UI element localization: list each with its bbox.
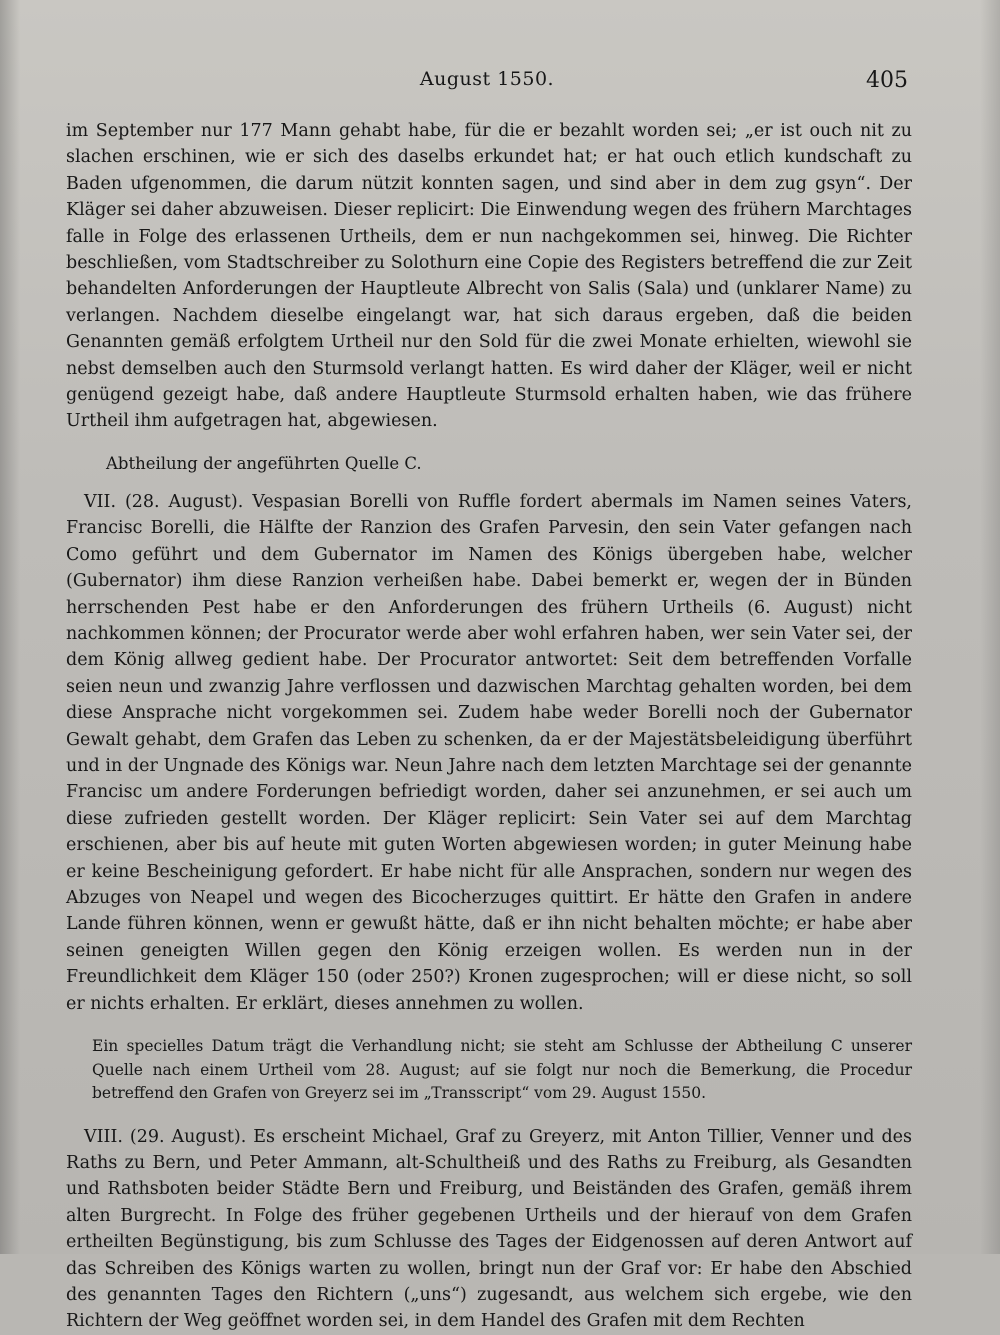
running-title: August 1550. bbox=[419, 68, 555, 90]
body-text bbox=[66, 118, 912, 1335]
page-number: 405 bbox=[866, 68, 908, 93]
paragraph-viii: VIII. (29. August). Es erscheint Michael, Graf zu Greyerz, mit Anton Tillier, Venner und des Raths zu Bern, und Peter Ammann, alt-Schultheiß und des Raths zu Freiburg, als Gesandten und Rathsboten beider Städte Bern und Freiburg, und Beiständen des Grafen, gemäß ihrem alten Burgrecht. In Folge des früher gegebenen Urtheils und der hierauf von dem Grafen ertheilten Begünstigung, bis zum Schlusse des Tages der Eidgenossen auf deren Antwort auf das Schreiben des Königs warten zu wollen, bringt nun der Graf vor: Er habe den Abschied des genannten Tages den Richtern („uns“) zugesandt, aus welchem sich ergebe, wie den Richtern der Weg geöffnet worden sei, in dem Handel des Grafen mit dem Rechten bbox=[66, 1126, 912, 1332]
source-note: Abtheilung der angeführten Quelle C. bbox=[106, 453, 422, 473]
paragraph-continued: im September nur 177 Mann gehabt habe, für die er bezahlt worden sei; „er ist ouch nit zu slachen erschinen, wie er sich des daselbs erkundet hat; er hat ouch etlich kundschaft zu Baden ufgenommen, die darum nützit konnten sagen, und sind aber in dem zug gsyn“. Der Kläger sei daher abzuweisen. Dieser replicirt: Die Einwendung wegen des frühern Marchtages falle in Folge des erlassenen Urtheils, dem er nun nachgekommen sei, hinweg. Die Richter beschließen, vom Stadtschreiber zu Solothurn eine Copie des Registers betreffend die zur Zeit behandelten Anforderungen der Hauptleute Albrecht von Salis (Sala) und (unklarer Name) zu verlangen. Nachdem dieselbe eingelangt war, hat sich daraus ergeben, daß die beiden Genannten gemäß erfolgtem Urtheil nur den Sold für die zwei Monate erhielten, wiewohl sie nebst demselben auch den Sturmsold verlangt hatten. Es wird daher der Kläger, weil er nicht genügend gezeigt habe, daß andere Hauptleute Sturmsold erhalten haben, wie das frühere Urtheil ihm aufgetragen hat, abgewiesen. bbox=[66, 121, 912, 432]
editorial-note: Ein specielles Datum trägt die Verhandlung nicht; sie steht am Schlusse der Abtheilung C unserer Quelle nach einem Urtheil vom 28. August; auf sie folgt nur noch die Bemerkung, die Procedur betreffend den Grafen von Greyerz sei im „Transscript“ vom 29. August 1550. bbox=[92, 1037, 912, 1102]
page-header bbox=[66, 68, 908, 104]
paragraph-vii: VII. (28. August). Vespasian Borelli von Ruffle fordert abermals im Namen seines Vaters, Francisc Borelli, die Hälfte der Ranzion des Grafen Parvesin, den sein Vater gefangen nach Como geführt und dem Gubernator im Namen des Königs übergeben habe, welcher (Gubernator) ihm diese Ranzion verheißen habe. Dabei bemerkt er, wegen der in Bünden herrschenden Pest habe er den Anforderungen des frühern Urtheils (6. August) nicht nachkommen können; der Procurator werde aber wohl erfahren haben, wer sein Vater sei, der dem König allweg gedient habe. Der Procurator antwortet: Seit dem betreffenden Vorfalle seien neun und zwanzig Jahre verflossen und dazwischen Marchtag gehalten worden, bei dem diese Ansprache nicht vorgekommen sei. Zudem habe weder Borelli noch der Gubernator Gewalt gehabt, dem Grafen das Leben zu schenken, da er der Majestätsbeleidigung überführt und in der Ungnade des Königs war. Neun Jahre nach dem letzten Marchtage sei der genannte Francisc um andere Forderungen befriedigt worden, daher sei anzunehmen, er sei auch um diese zufrieden gestellt worden. Der Kläger replicirt: Sein Vater sei auf dem Marchtag erschienen, aber bis auf heute mit guten Worten abgewiesen worden; in guter Meinung habe er keine Bescheinigung gefordert. Er habe nicht für alle Ansprachen, sondern nur wegen des Abzuges von Neapel und wegen des Bicocherzuges quittirt. Er hätte den Grafen in andere Lande führen können, wenn er gewußt hätte, daß er ihn nicht behalten möchte; er habe aber seinen geneigten Willen gegen den König erzeigen wollen. Es werden nun in der Freundlichkeit dem Kläger 150 (oder 250?) Kronen zugesprochen; will er diese nicht, so soll er nichts erhalten. Er erklärt, dieses annehmen zu wollen. bbox=[66, 491, 912, 1014]
